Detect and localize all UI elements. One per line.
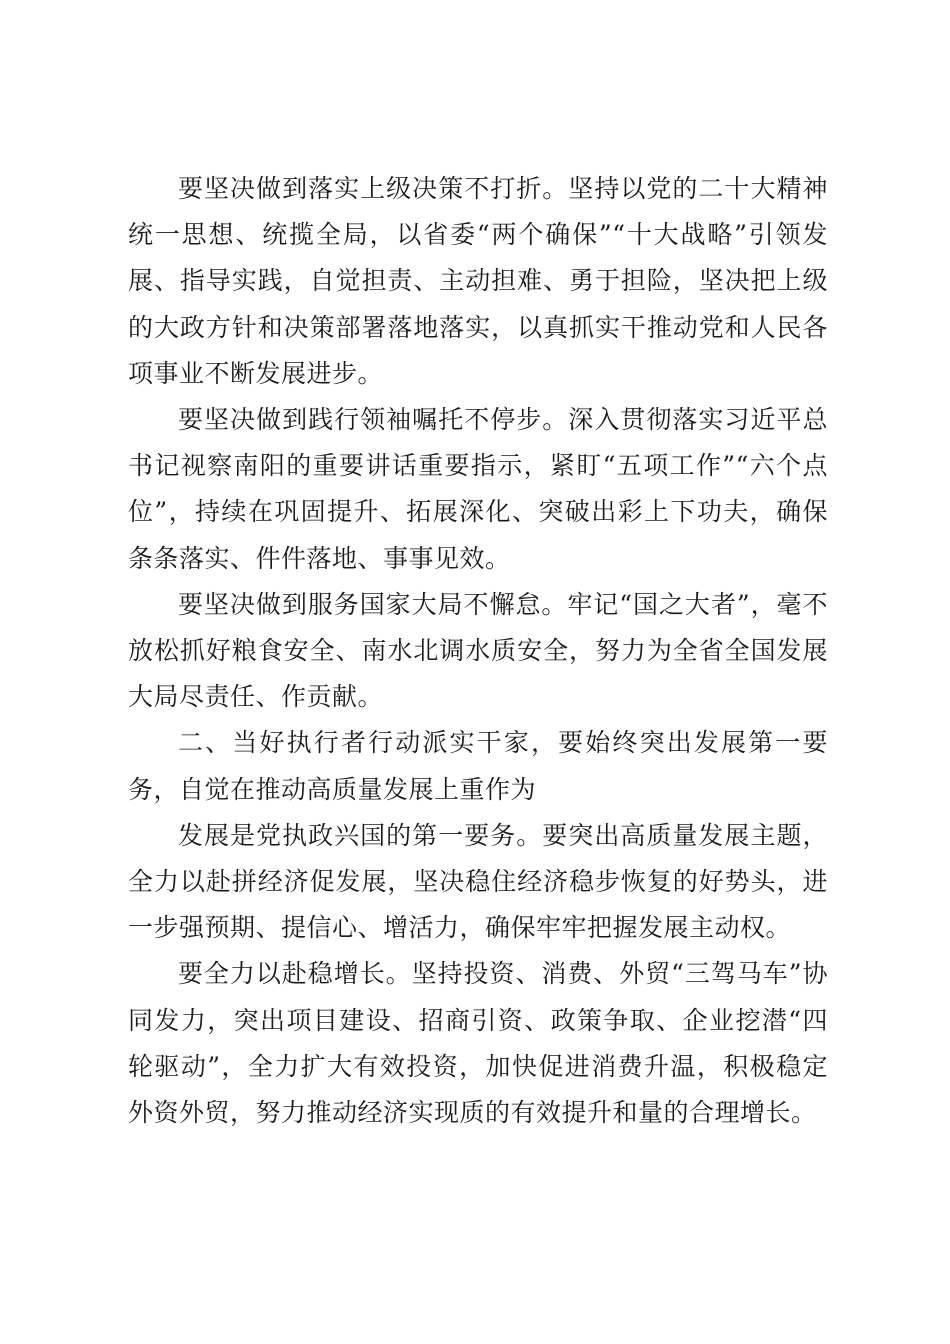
paragraph-development-priority: 发展是党执政兴国的第一要务。要突出高质量发展主题，全力以赴拼经济促发展，坚决稳住经济稳步恢复的好势头，进一步强预期、提信心、增活力，确保牢牢把握发展主动权。 xyxy=(128,820,828,943)
paragraph-stabilize-growth: 要全力以赴稳增长。坚持投资、消费、外贸“三驾马车”协同发力，突出项目建设、招商引资、政策争取、企业挖潜“四轮驱动”，全力扩大有效投资，加快促进消费升温，积极稳定外资外贸，努力推动经济实现质的有效提升和量的合理增长。 xyxy=(128,959,828,1128)
paragraph-leader-instructions: 要坚决做到践行领袖嘱托不停步。深入贯彻落实习近平总书记视察南阳的重要讲话重要指示，紧盯“五项工作”“六个点位”，持续在巩固提升、拓展深化、突破出彩上下功夫，确保条条落实、件件落地、事事见效。 xyxy=(128,405,828,573)
paragraph-decision-implementation: 要坚决做到落实上级决策不打折。坚持以党的二十大精神统一思想、统揽全局，以省委“两个确保”“十大战略”引领发展、指导实践，自觉担责、主动担难、勇于担险，坚决把上级的大政方针和决策部署落地落实，以真抓实干推动党和人民各项事业不断发展进步。 xyxy=(128,174,828,388)
paragraph-national-overall: 要坚决做到服务国家大局不懈怠。牢记“国之大者”，毫不放松抓好粮食安全、南水北调水质安全，努力为全省全国发展大局尽责任、作贡献。 xyxy=(128,589,828,712)
section-heading-2: 二、当好执行者行动派实干家，要始终突出发展第一要务，自觉在推动高质量发展上重作为 xyxy=(128,728,828,804)
document-body xyxy=(128,166,828,1136)
